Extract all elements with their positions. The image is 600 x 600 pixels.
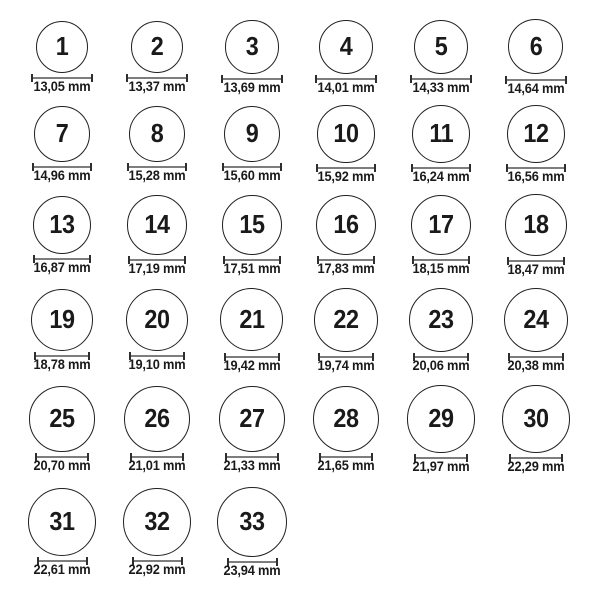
diameter-label: 13,37 mm (128, 79, 186, 95)
ring-size-number: 32 (144, 506, 170, 537)
ring-size-number: 15 (239, 209, 265, 240)
diameter-label: 15,60 mm (223, 168, 281, 184)
ring-circle (316, 195, 376, 255)
diameter-label: 22,92 mm (128, 562, 186, 578)
ring-circle (217, 487, 288, 558)
diameter-label: 14,64 mm (507, 80, 565, 96)
diameter-label: 19,74 mm (317, 357, 375, 373)
diameter-label: 21,33 mm (223, 458, 281, 474)
ring-circle (225, 20, 278, 73)
ring-size-number: 13 (49, 209, 75, 240)
diameter-label: 23,94 mm (223, 563, 281, 579)
diameter-label: 14,96 mm (33, 167, 91, 183)
ring-circle (219, 386, 285, 452)
ring-circle (34, 106, 90, 162)
ring-circle (407, 385, 474, 452)
ring-circle (319, 20, 373, 74)
diameter-label: 18,15 mm (412, 261, 470, 277)
diameter-label: 20,38 mm (507, 358, 565, 374)
ring-circle (505, 194, 566, 255)
diameter-label: 17,51 mm (223, 260, 281, 276)
ring-circle (222, 195, 282, 255)
ring-size-number: 6 (529, 31, 543, 62)
ring-size-number: 4 (339, 31, 353, 62)
ring-circle (33, 196, 92, 255)
ring-circle (36, 21, 88, 73)
ring-size-number: 27 (239, 403, 265, 434)
ring-size-number: 11 (429, 118, 453, 149)
ring-circle (313, 386, 380, 453)
diameter-label: 22,61 mm (33, 562, 91, 578)
diameter-label: 17,19 mm (128, 260, 186, 276)
diameter-label: 20,70 mm (33, 457, 91, 473)
ring-size-number: 33 (239, 506, 265, 537)
ring-size-number: 29 (428, 403, 454, 434)
diameter-label: 15,92 mm (317, 168, 375, 184)
ring-size-number: 24 (523, 304, 549, 335)
ring-size-number: 26 (144, 403, 170, 434)
diameter-label: 20,06 mm (412, 358, 470, 374)
ring-size-number: 14 (144, 209, 170, 240)
diameter-label: 22,29 mm (507, 458, 565, 474)
diameter-label: 18,78 mm (33, 356, 91, 372)
diameter-label: 19,42 mm (223, 357, 281, 373)
ring-circle (314, 288, 378, 352)
ring-size-number: 19 (49, 304, 75, 335)
diameter-label: 13,69 mm (223, 79, 281, 95)
ring-circle (507, 105, 565, 163)
ring-circle (29, 386, 94, 451)
ring-circle (220, 288, 283, 351)
ring-circle (126, 289, 188, 351)
ring-circle (123, 488, 192, 557)
ring-size-number: 23 (428, 304, 454, 335)
diameter-label: 19,10 mm (128, 357, 186, 373)
diameter-label: 14,33 mm (412, 80, 470, 96)
ring-circle (411, 195, 472, 256)
ring-circle (31, 289, 93, 351)
ring-circle (28, 488, 96, 556)
diameter-label: 16,87 mm (33, 260, 91, 276)
diameter-label: 13,05 mm (33, 79, 91, 95)
ring-size-number: 12 (523, 118, 549, 149)
ring-size-number: 3 (245, 31, 259, 62)
ring-size-number: 25 (49, 403, 75, 434)
ring-size-number: 20 (144, 304, 170, 335)
ring-circle (508, 19, 563, 74)
ring-circle (412, 105, 470, 163)
diameter-label: 15,28 mm (128, 168, 186, 184)
ring-size-number: 5 (434, 31, 448, 62)
diameter-label: 17,83 mm (317, 261, 375, 277)
ring-size-number: 28 (333, 403, 359, 434)
ring-size-number: 2 (150, 31, 164, 62)
ring-size-number: 9 (245, 118, 259, 149)
ring-circle (127, 195, 186, 254)
ring-size-number: 31 (49, 506, 75, 537)
ring-size-number: 17 (428, 209, 454, 240)
diameter-label: 21,97 mm (412, 458, 470, 474)
ring-circle (131, 21, 184, 74)
diameter-label: 21,01 mm (128, 457, 186, 473)
ring-size-number: 18 (523, 209, 549, 240)
ring-size-number: 7 (55, 118, 69, 149)
ring-circle (409, 288, 473, 352)
ring-size-number: 21 (239, 304, 265, 335)
ring-size-number: 1 (55, 31, 69, 62)
ring-size-number: 8 (150, 118, 164, 149)
ring-size-number: 10 (333, 118, 359, 149)
diameter-label: 14,01 mm (317, 79, 375, 95)
ring-size-number: 30 (523, 403, 549, 434)
diameter-label: 18,47 mm (507, 261, 565, 277)
diameter-label: 16,24 mm (412, 168, 470, 184)
ring-circle (502, 385, 570, 453)
ring-size-number: 22 (333, 304, 359, 335)
ring-circle (129, 106, 185, 162)
ring-circle (317, 105, 374, 162)
ring-circle (224, 106, 281, 163)
ring-size-number: 16 (333, 209, 359, 240)
diameter-label: 21,65 mm (317, 458, 375, 474)
ring-circle (414, 20, 468, 74)
ring-circle (504, 288, 569, 353)
diameter-label: 16,56 mm (507, 169, 565, 185)
ring-circle (124, 386, 190, 452)
